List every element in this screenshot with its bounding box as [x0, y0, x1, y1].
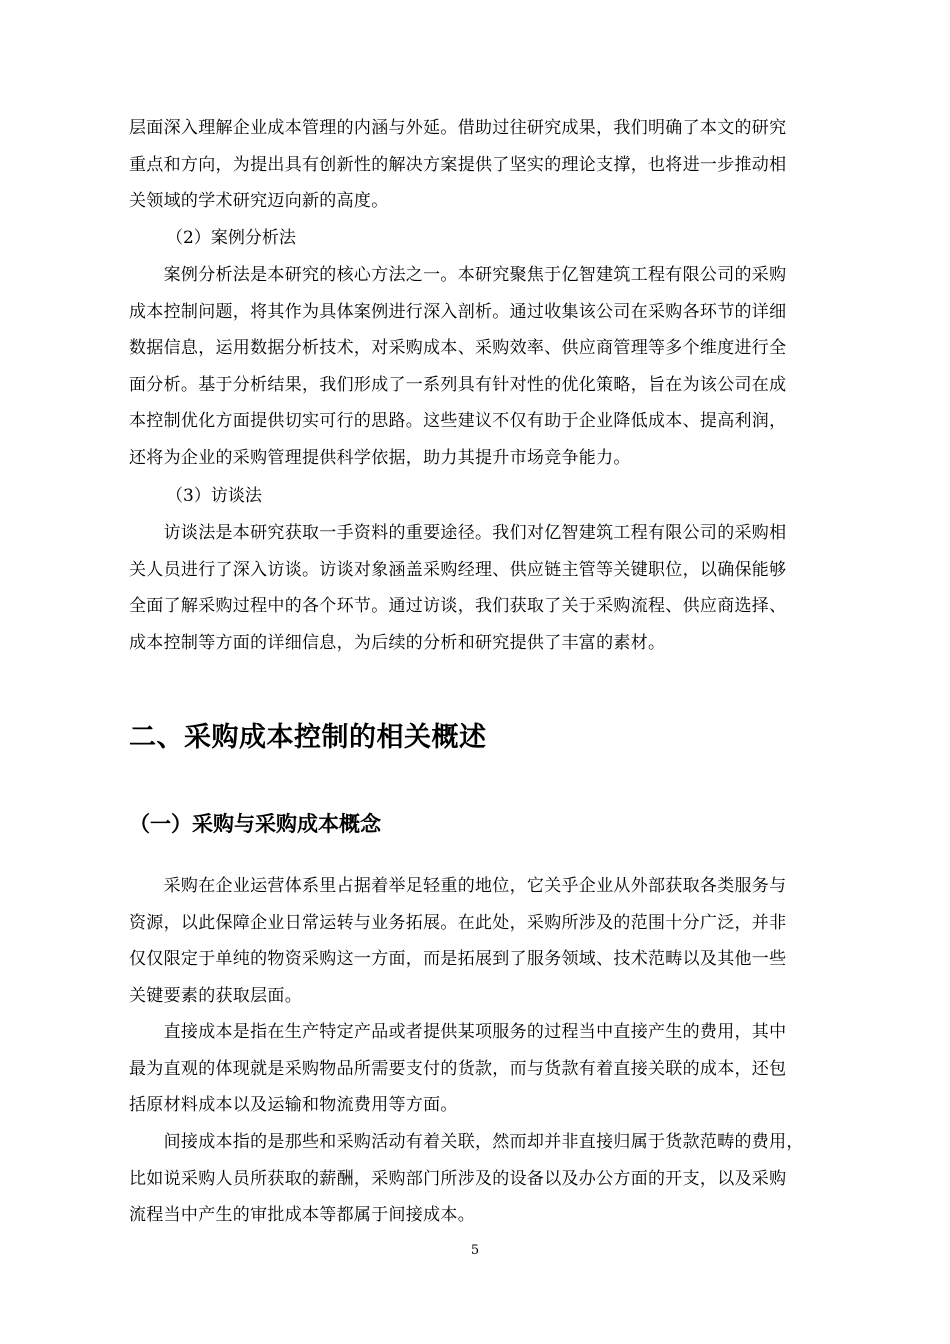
- subheading-interview: （3）访谈法: [166, 486, 262, 506]
- text-line: 最为直观的体现就是采购物品所需要支付的货款，而与货款有着直接关联的成本，还包: [129, 1058, 787, 1079]
- text-line: 面分析。基于分析结果，我们形成了一系列具有针对性的优化策略，旨在为该公司在成: [129, 374, 787, 395]
- section-heading: （一）采购与采购成本概念: [129, 812, 381, 836]
- text-line: 还将为企业的采购管理提供科学依据，助力其提升市场竞争能力。: [129, 447, 631, 468]
- text-line: 采购在企业运营体系里占据着举足轻重的地位，它关乎企业从外部获取各类服务与: [129, 876, 787, 896]
- paragraph-interview: [129, 515, 864, 661]
- text-line: 重点和方向，为提出具有创新性的解决方案提供了坚实的理论支撑，也将进一步推动相: [129, 154, 787, 175]
- text-line: 直接成本是指在生产特定产品或者提供某项服务的过程当中直接产生的费用，其中: [129, 1022, 787, 1042]
- text-line: 关人员进行了深入访谈。访谈对象涵盖采购经理、供应链主管等关键职位，以确保能够: [129, 559, 787, 580]
- text-line: 仅仅限定于单纯的物资采购这一方面，而是拓展到了服务领域、技术范畴以及其他一些: [129, 949, 787, 969]
- subheading-case-analysis: （2）案例分析法: [166, 228, 296, 248]
- text-line: 本控制优化方面提供切实可行的思路。这些建议不仅有助于企业降低成本、提高利润，: [129, 411, 787, 431]
- text-line: 间接成本指的是那些和采购活动有着关联，然而却并非直接归属于货款范畴的费用，: [129, 1132, 804, 1152]
- text-line: 括原材料成本以及运输和物流费用等方面。: [129, 1095, 458, 1115]
- text-line: 全面了解采购过程中的各个环节。通过访谈，我们获取了关于采购流程、供应商选择、: [129, 596, 787, 616]
- page-number: 5: [470, 1243, 480, 1258]
- paragraph-indirect-cost: [129, 1124, 864, 1234]
- text-line: 比如说采购人员所获取的薪酬，采购部门所涉及的设备以及办公方面的开支，以及采购: [129, 1168, 787, 1189]
- text-line: 关键要素的获取层面。: [129, 985, 302, 1006]
- text-line: 关领域的学术研究迈向新的高度。: [129, 191, 389, 211]
- text-line: 资源，以此保障企业日常运转与业务拓展。在此处，采购所涉及的范围十分广泛，并非: [129, 912, 787, 933]
- text-line: 流程当中产生的审批成本等都属于间接成本。: [129, 1205, 475, 1225]
- paragraph-case-analysis: [129, 257, 864, 476]
- text-line: 层面深入理解企业成本管理的内涵与外延。借助过往研究成果，我们明确了本文的研究: [129, 118, 787, 138]
- text-line: 成本控制问题，将其作为具体案例进行深入剖析。通过收集该公司在采购各环节的详细: [129, 301, 787, 322]
- chapter-heading: 二、采购成本控制的相关概述: [129, 722, 487, 753]
- text-line: 案例分析法是本研究的核心方法之一。本研究聚焦于亿智建筑工程有限公司的采购: [129, 265, 787, 285]
- text-line: 访谈法是本研究获取一手资料的重要途径。我们对亿智建筑工程有限公司的采购相: [129, 523, 787, 543]
- paragraph-research-literature-end: [129, 110, 864, 220]
- paragraph-direct-cost: [129, 1014, 864, 1124]
- text-line: 成本控制等方面的详细信息，为后续的分析和研究提供了丰富的素材。: [129, 632, 666, 653]
- text-line: 数据信息，运用数据分析技术，对采购成本、采购效率、供应商管理等多个维度进行全: [129, 338, 787, 358]
- paragraph-procurement-definition: [129, 868, 864, 1014]
